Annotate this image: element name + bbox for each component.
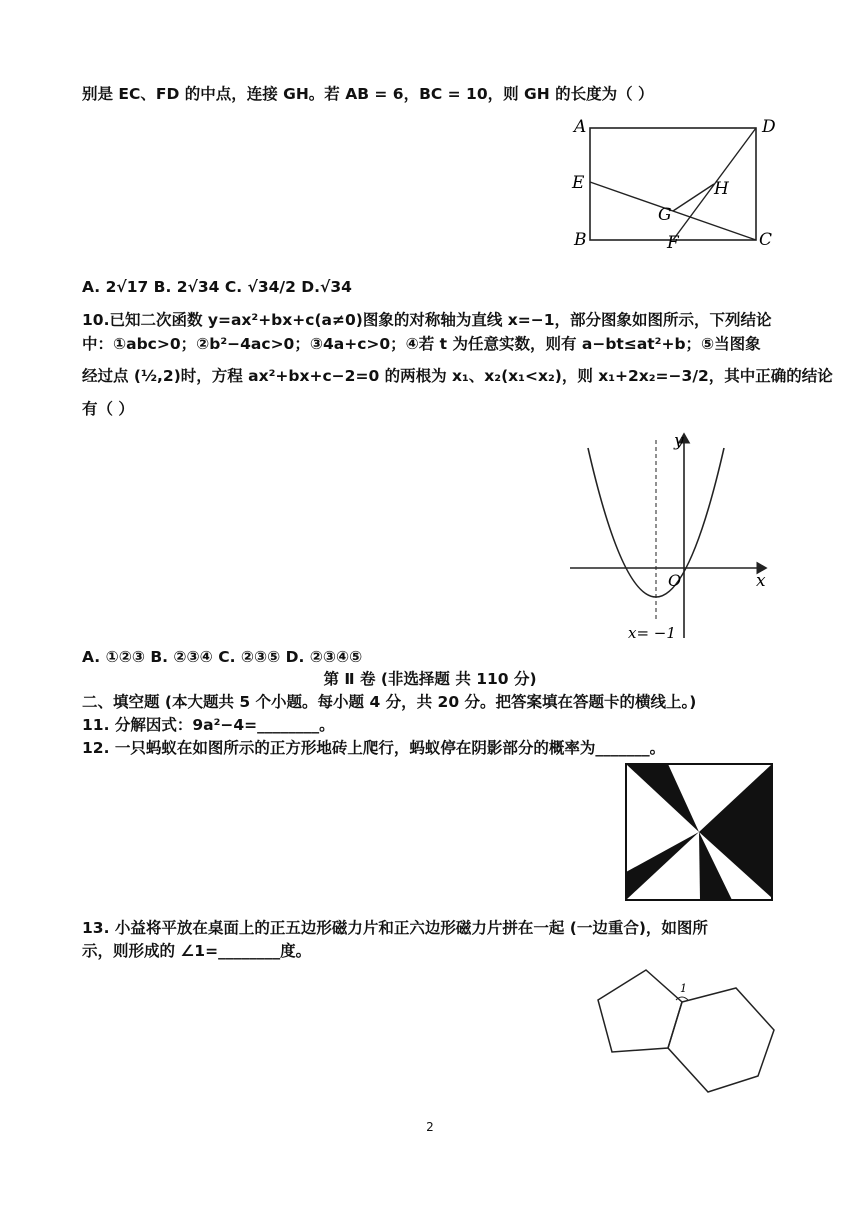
q12-square-tile-figure <box>624 762 776 904</box>
q9-options-line: A. 2√17 B. 2√34 C. √34/2 D.√34 <box>82 278 352 296</box>
q10-text-line-1: 10.已知二次函数 y=ax²+bx+c(a≠0)图象的对称轴为直线 x=−1，部分图象如图所示，下列结论 <box>82 311 772 329</box>
q9-text-line: 别是 EC、FD 的中点，连接 GH。若 AB = 6，BC = 10，则 GH 的长度为（ ） <box>82 85 654 103</box>
q13-angle-label: 1 <box>680 982 687 995</box>
q13-text-line-2: 示，则形成的 ∠1=________度。 <box>82 942 312 960</box>
q9-label-h: H <box>714 179 729 199</box>
q9-label-f: F <box>667 233 679 252</box>
section-title: 第 Ⅱ 卷 (非选择题 共 110 分) <box>323 670 537 688</box>
q9-label-d: D <box>762 117 776 137</box>
q10-options-line: A. ①②③ B. ②③④ C. ②③⑤ D. ②③④⑤ <box>82 648 363 666</box>
q10-origin-label: O <box>668 571 682 590</box>
q9-rectangle-figure <box>566 112 786 252</box>
q10-y-axis-label: y <box>674 431 684 451</box>
q11-text-line: 11. 分解因式：9a²−4=________。 <box>82 716 335 734</box>
q10-parabola-graph <box>566 426 786 642</box>
q10-text-line-2: 中：①abc>0；②b²−4ac>0；③4a+c>0；④若 t 为任意实数，则有 a−bt≤at²+b；⑤当图象 <box>82 335 761 353</box>
q9-label-a: A <box>574 117 587 137</box>
q13-polygons-figure <box>594 964 780 1096</box>
q10-symmetry-label: x= −1 <box>628 624 676 642</box>
q10-text-line-3: 经过点 (½,2)时，方程 ax²+bx+c−2=0 的两根为 x₁、x₂(x₁<x₂)，则 x₁+2x₂=−3/2，其中正确的结论 <box>82 367 833 385</box>
q10-text-line-4: 有（ ） <box>82 400 134 418</box>
q9-label-e: E <box>572 173 585 193</box>
fill-in-heading: 二、填空题 (本大题共 5 个小题。每小题 4 分，共 20 分。把答案填在答题卡的横线上。) <box>82 693 697 711</box>
q9-label-b: B <box>574 230 587 250</box>
q12-text-line: 12. 一只蚂蚁在如图所示的正方形地砖上爬行，蚂蚁停在阴影部分的概率为_______。 <box>82 739 666 757</box>
q13-text-line-1: 13. 小益将平放在桌面上的正五边形磁力片和正六边形磁力片拼在一起 (一边重合)，如图所 <box>82 919 708 937</box>
q9-label-g: G <box>658 205 672 225</box>
q9-label-c: C <box>759 230 773 250</box>
q10-x-axis-label: x <box>756 571 766 591</box>
page-number: 2 <box>426 1120 434 1134</box>
